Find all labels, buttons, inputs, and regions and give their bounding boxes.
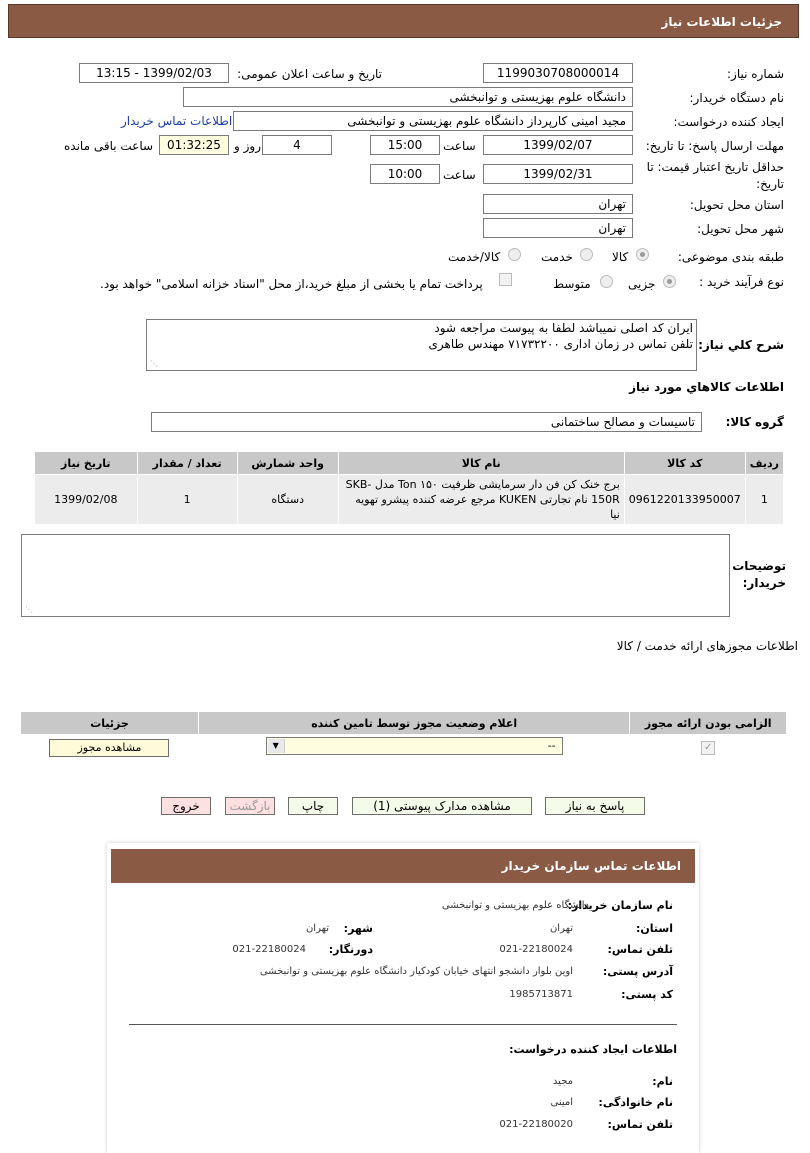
creator-label: ایجاد کننده درخواست: xyxy=(673,115,784,129)
table-row[interactable] xyxy=(35,475,784,525)
process-radio-medium[interactable] xyxy=(600,275,613,288)
contact-address: اوین بلوار دانشجو انتهای خیابان کودکیار دانشگاه علوم بهزیستی و توانبخشی xyxy=(259,966,573,977)
contact-card-header xyxy=(111,849,695,883)
buyer-contact-link[interactable]: اطلاعات تماس خریدار xyxy=(121,114,233,128)
print-button[interactable]: چاپ xyxy=(288,797,338,815)
deadline-label: مهلت ارسال پاسخ: تا تاریخ: xyxy=(645,139,784,153)
back-button[interactable]: بازگشت xyxy=(225,797,275,815)
chevron-down-icon[interactable]: ▼ xyxy=(268,739,285,753)
days-field[interactable]: 4 xyxy=(262,135,332,155)
category-radio-service[interactable] xyxy=(580,248,593,261)
permit-status-select[interactable] xyxy=(266,737,563,755)
reply-button[interactable]: پاسخ به نیاز xyxy=(545,797,645,815)
remaining-time-field: 01:32:25 xyxy=(159,135,229,155)
announce-label: تاریخ و ساعت اعلان عمومی: xyxy=(237,67,382,81)
city-label: شهر محل تحویل: xyxy=(697,222,784,236)
cell-row: 1 xyxy=(745,475,783,525)
exit-button[interactable]: خروج xyxy=(161,797,211,815)
deadline-date-field[interactable]: 1399/02/07 xyxy=(483,135,633,155)
contact-phone-label: تلفن تماس: xyxy=(607,943,673,956)
description-label: شرح کلي نياز: xyxy=(698,338,784,352)
col-code: کد کالا xyxy=(624,452,745,475)
check-icon: ✓ xyxy=(701,741,715,755)
process-radio-minor[interactable] xyxy=(663,275,676,288)
creator-name-label: نام: xyxy=(652,1075,673,1088)
col-row: رديف xyxy=(745,452,783,475)
province-label: استان محل تحویل: xyxy=(689,198,784,212)
contact-card-title: اطلاعات تماس سازمان خریدار xyxy=(501,859,681,873)
page-header xyxy=(8,4,799,38)
category-option-goods: کالا xyxy=(612,250,629,264)
cell-permit-status xyxy=(198,735,629,761)
creator-field[interactable]: مجید امینی کارپرداز دانشگاه علوم بهزیستی و توانبخشی xyxy=(233,111,633,131)
table-row xyxy=(21,735,787,761)
contact-card xyxy=(107,843,699,1153)
buyer-notes-label-2: خریدار: xyxy=(742,576,786,590)
buyer-notes-label: توضیحات xyxy=(732,559,786,573)
payment-note: پرداخت تمام یا بخشی از مبلغ خرید،از محل "اسناد خزانه اسلامی" خواهد بود. xyxy=(100,277,483,291)
divider xyxy=(129,1024,677,1025)
buyer-org-label: نام دستگاه خریدار: xyxy=(689,91,784,105)
deadline-time-label: ساعت xyxy=(443,139,476,153)
goods-group-field[interactable]: تاسیسات و مصالح ساختمانی xyxy=(151,412,702,432)
col-permit-required: الزامی بودن ارائه مجوز xyxy=(630,712,787,735)
goods-group-label: گروه کالا: xyxy=(725,415,784,429)
category-label: طبقه بندی موضوعی: xyxy=(677,250,784,264)
contact-fax: 021-22180024 xyxy=(232,944,306,955)
view-permit-button[interactable]: مشاهده مجوز xyxy=(49,739,169,757)
category-option-service: خدمت xyxy=(541,250,573,264)
cell-date: 1399/02/08 xyxy=(35,475,138,525)
cell-code: 0961220133950007 xyxy=(624,475,745,525)
contact-province: تهران xyxy=(549,923,573,934)
contact-postal-label: کد پستی: xyxy=(621,988,673,1001)
process-label: نوع فرآیند خرید : xyxy=(699,275,784,289)
contact-org-label: نام سازمان خریدار: xyxy=(567,899,673,912)
contact-city-label: شهر: xyxy=(343,922,373,935)
creator-family: امینی xyxy=(550,1097,573,1108)
col-unit: واحد شمارش xyxy=(237,452,338,475)
contact-fax-label: دورنگار: xyxy=(328,943,373,956)
creator-name: مجید xyxy=(552,1076,573,1087)
resize-grip-icon[interactable]: ⋰ xyxy=(150,359,158,368)
need-number-field[interactable]: 1199030708000014 xyxy=(483,63,633,83)
cell-permit-required xyxy=(630,735,787,761)
contact-province-label: استان: xyxy=(636,922,673,935)
description-line-1: ایران کد اصلی نمیباشد لطفا به پیوست مراجعه شود xyxy=(434,321,693,335)
cell-name: برج خنک کن فن دار سرمایشی ظرفیت ۱۵۰ Ton مدل SKB-150R نام تجارتی KUKEN مرجع عرضه کننده پیشرو تهویه نیا xyxy=(338,475,624,525)
process-option-medium: متوسط xyxy=(553,277,591,291)
view-docs-button[interactable]: مشاهده مدارک پیوستی (1) xyxy=(352,797,532,815)
treasury-checkbox[interactable] xyxy=(499,273,512,286)
creator-family-label: نام خانوادگی: xyxy=(598,1096,673,1109)
contact-city: تهران xyxy=(305,923,329,934)
resize-grip-icon[interactable]: ⋰ xyxy=(25,605,33,614)
page-title: جزئیات اطلاعات نیاز xyxy=(661,15,782,29)
category-radio-both[interactable] xyxy=(508,248,521,261)
col-permit-details: جزئیات xyxy=(21,712,199,735)
validity-label-2: تاریخ: xyxy=(756,177,784,191)
creator-info-title: اطلاعات ایجاد کننده درخواست: xyxy=(509,1043,677,1056)
cell-qty: 1 xyxy=(137,475,237,525)
col-name: نام کالا xyxy=(338,452,624,475)
cell-unit: دستگاه xyxy=(237,475,338,525)
permits-title: اطلاعات مجوزهای ارائه خدمت / کالا xyxy=(616,639,798,653)
city-field[interactable]: تهران xyxy=(483,218,633,238)
buyer-org-field[interactable]: دانشگاه علوم بهزیستی و توانبخشی xyxy=(183,87,633,107)
deadline-time-field[interactable]: 15:00 xyxy=(370,135,440,155)
validity-date-field[interactable]: 1399/02/31 xyxy=(483,164,633,184)
validity-time-field[interactable]: 10:00 xyxy=(370,164,440,184)
description-line-2: تلفن تماس در زمان اداری ۷۱۷۳۲۲۰۰ مهندس طاهری xyxy=(428,337,693,351)
contact-postal: 1985713871 xyxy=(509,989,573,1000)
buyer-notes-textarea[interactable] xyxy=(21,534,730,617)
validity-time-label: ساعت xyxy=(443,168,476,182)
contact-org: دانشگاه علوم بهزیستی و توانبخشی xyxy=(441,900,589,911)
goods-table xyxy=(34,451,784,525)
days-label: روز و xyxy=(234,139,261,153)
contact-phone: 021-22180024 xyxy=(499,944,573,955)
description-textarea[interactable] xyxy=(146,319,697,371)
need-number-label: شماره نیاز: xyxy=(727,67,784,81)
announce-field[interactable]: 1399/02/03 - 13:15 xyxy=(79,63,229,83)
validity-label: حداقل تاریخ اعتبار قیمت: تا xyxy=(646,160,784,174)
col-permit-status: اعلام وضعیت مجوز توسط تامین کننده xyxy=(198,712,629,735)
contact-address-label: آدرس پستی: xyxy=(602,965,673,978)
category-radio-goods[interactable] xyxy=(636,248,649,261)
col-qty: تعداد / مقدار xyxy=(137,452,237,475)
permit-status-value: -- xyxy=(547,739,556,752)
process-option-minor: جزیی xyxy=(628,277,656,291)
cell-permit-details xyxy=(21,735,199,761)
province-field[interactable]: تهران xyxy=(483,194,633,214)
col-date: تاریخ نیاز xyxy=(35,452,138,475)
permits-table xyxy=(20,711,787,761)
remaining-label: ساعت باقی مانده xyxy=(64,139,154,153)
category-option-both: کالا/خدمت xyxy=(448,250,501,264)
creator-phone: 021-22180020 xyxy=(499,1119,573,1130)
goods-section-title: اطلاعات کالاهاي مورد نياز xyxy=(629,380,784,394)
creator-phone-label: تلفن تماس: xyxy=(607,1118,673,1131)
